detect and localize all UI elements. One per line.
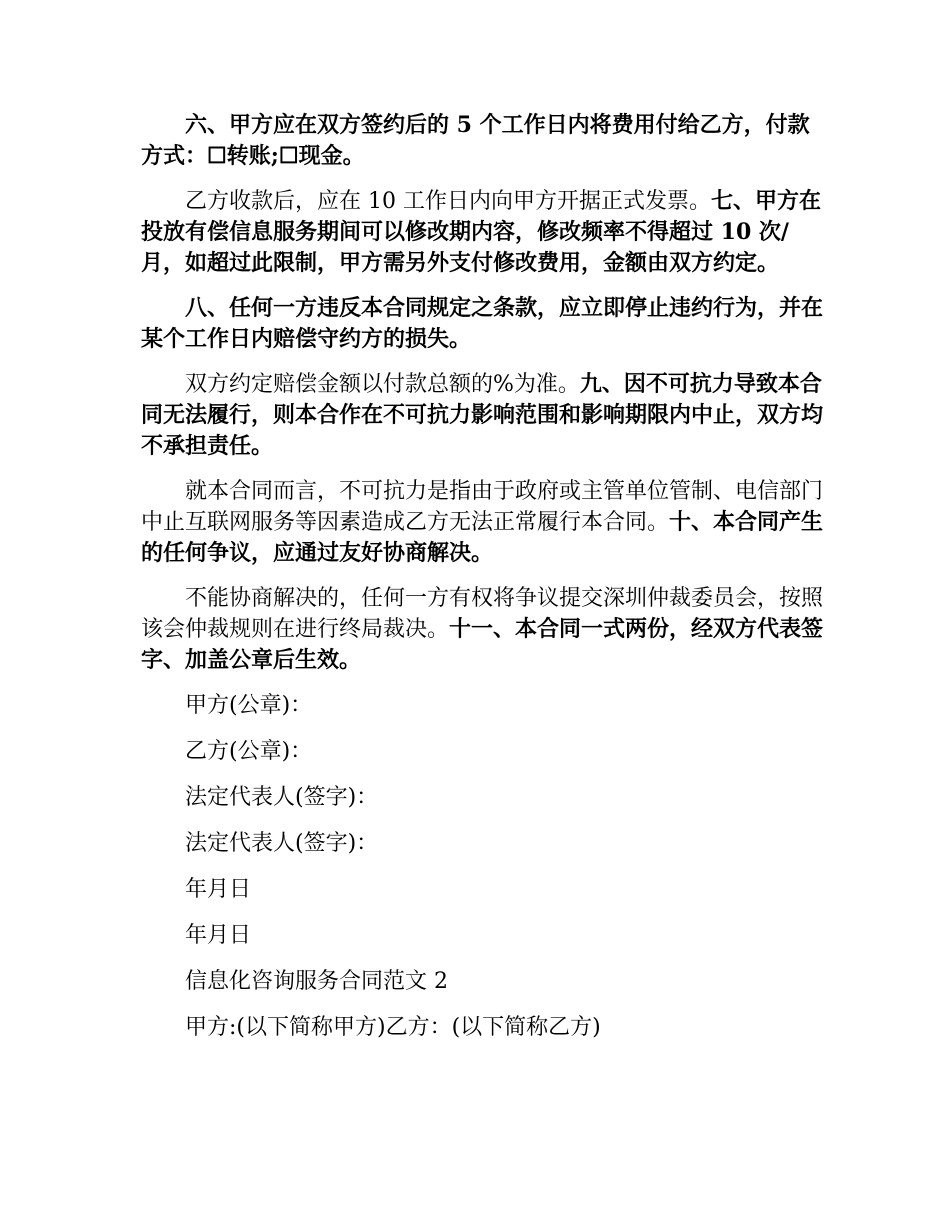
clause-ten-text: 十、本合同产生的任何争议，应通过友好协商解决。 [141,509,824,566]
clause-six-paragraph [141,110,831,172]
arbitration-clause-eleven-paragraph [141,583,831,676]
legal-rep-signature-line-b: 法定代表人(签字)： [185,831,379,856]
party-b-seal-line: 乙方(公章)： [185,739,313,764]
clause-eleven-text: 十一、本合同一式两份，经双方代表签字、加盖公章后生效。 [141,616,824,673]
clause-eight-paragraph [141,293,831,355]
force-majeure-clause-ten-paragraph [141,476,831,569]
invoice-text: 乙方收款后，应在 10 工作日内向甲方开据正式发票。 [185,189,711,214]
clause-seven-text: 七、甲方在投放有偿信息服务期间可以修改期内容，修改频率不得超过 10 次/月，如超过此限制，甲方需另外支付修改费用，金额由双方约定。 [141,188,821,276]
clause-eight-text: 八、任何一方违反本合同规定之条款，应立即停止违约行为，并在某个工作日内赔偿守约方的损失。 [141,295,824,352]
compensation-clause-nine-paragraph [141,369,831,462]
clause-nine-text: 九、因不可抗力导致本合同无法履行，则本合作在不可抗力影响范围和影响期限内中止，双方均不承担责任。 [141,371,824,459]
document-page [141,110,831,1058]
date-line-a: 年月日 [185,877,252,902]
legal-rep-signature-line-a: 法定代表人(签字)： [185,785,379,810]
parties-line: 甲方:(以下简称甲方)乙方：(以下简称乙方) [185,1015,601,1040]
party-a-seal-line: 甲方(公章)： [185,693,313,718]
date-line-b: 年月日 [185,923,252,948]
force-majeure-text: 就本合同而言，不可抗力是指由于政府或主管单位管制、电信部门中止互联网服务等因素造成乙方无法正常履行本合同。 [141,479,824,535]
invoice-clause-seven-paragraph [141,186,831,279]
sample-title-line: 信息化咨询服务合同范文 2 [185,969,448,994]
arbitration-text: 不能协商解决的，任何一方有权将争议提交深圳仲裁委员会，按照该会仲裁规则在进行终局裁决。 [141,586,824,642]
clause-six-text: 六、甲方应在双方签约后的 5 个工作日内将费用付给乙方，付款方式：☐转账;☐现金。 [141,112,810,169]
compensation-text: 双方约定赔偿金额以付款总额的%为准。 [185,372,580,397]
